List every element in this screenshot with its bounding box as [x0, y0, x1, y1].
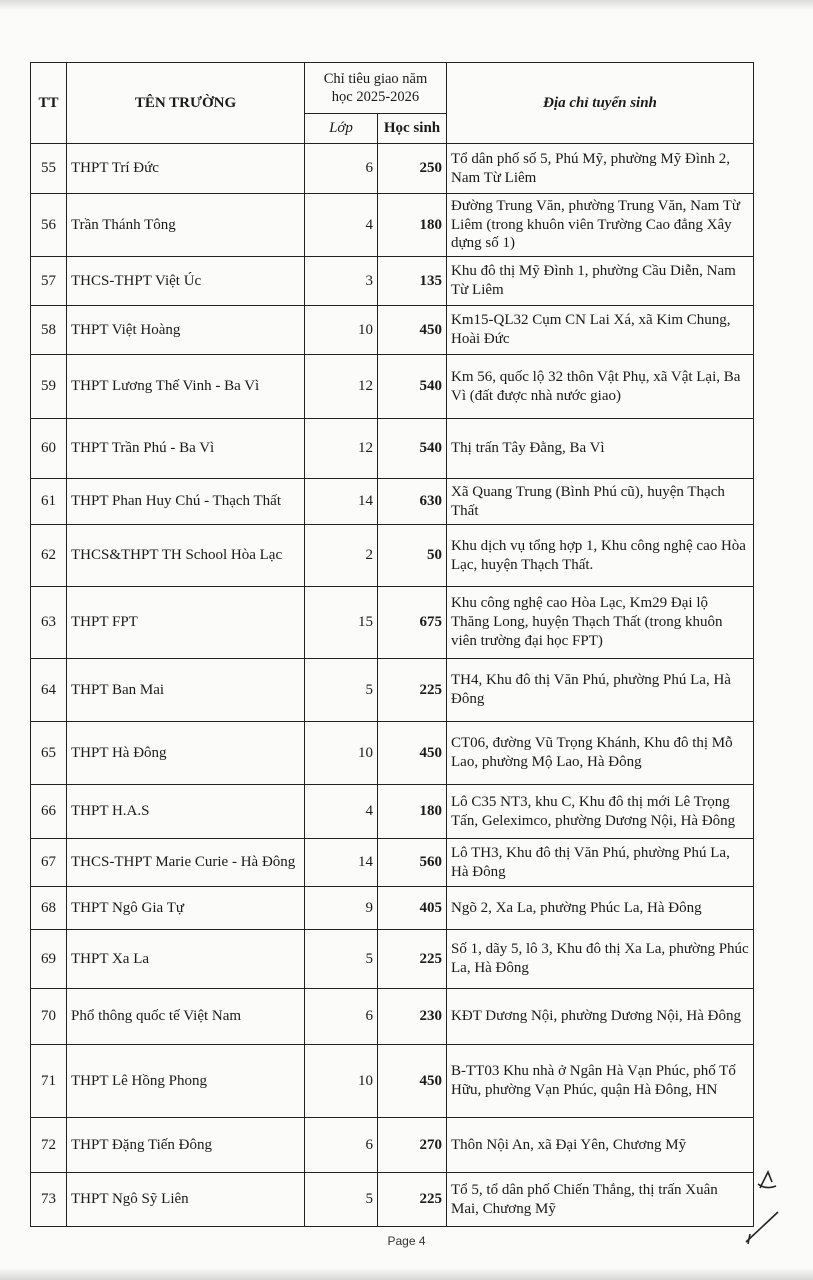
admission-address: Khu công nghệ cao Hòa Lạc, Km29 Đại lộ Thăng Long, huyện Thạch Thất (trong khuôn viên trường đại học FPT) — [447, 587, 754, 659]
student-count: 270 — [378, 1118, 447, 1173]
table-row — [31, 306, 754, 355]
row-number: 66 — [31, 785, 67, 839]
student-count: 450 — [378, 306, 447, 355]
class-count: 9 — [305, 887, 378, 930]
school-name: THPT Lương Thế Vinh - Ba Vì — [67, 355, 305, 419]
school-name: THPT Trần Phú - Ba Vì — [67, 419, 305, 479]
admission-address: Khu đô thị Mỹ Đình 1, phường Cầu Diễn, Nam Từ Liêm — [447, 257, 754, 306]
student-count: 560 — [378, 839, 447, 887]
student-count: 540 — [378, 355, 447, 419]
school-name: Trần Thánh Tông — [67, 194, 305, 257]
class-count: 12 — [305, 355, 378, 419]
class-count: 5 — [305, 930, 378, 989]
row-number: 60 — [31, 419, 67, 479]
admission-address: Đường Trung Văn, phường Trung Văn, Nam Từ Liêm (trong khuôn viên Trường Cao đẳng Xây dựng số 1) — [447, 194, 754, 257]
row-number: 69 — [31, 930, 67, 989]
student-count: 630 — [378, 479, 447, 525]
header-tt: TT — [31, 63, 67, 144]
class-count: 6 — [305, 989, 378, 1045]
page-footer: Page 4 — [387, 1234, 426, 1248]
row-number: 68 — [31, 887, 67, 930]
school-name: Phổ thông quốc tế Việt Nam — [67, 989, 305, 1045]
table-row — [31, 1045, 754, 1118]
admission-address: Tổ dân phố số 5, Phú Mỹ, phường Mỹ Đình 2, Nam Từ Liêm — [447, 144, 754, 194]
row-number: 71 — [31, 1045, 67, 1118]
row-number: 55 — [31, 144, 67, 194]
table-row — [31, 887, 754, 930]
student-count: 180 — [378, 785, 447, 839]
school-name: THPT Xa La — [67, 930, 305, 989]
admission-address: KĐT Dương Nội, phường Dương Nội, Hà Đông — [447, 989, 754, 1045]
table-row — [31, 479, 754, 525]
page-bottom-shadow — [0, 1268, 813, 1280]
class-count: 10 — [305, 306, 378, 355]
class-count: 2 — [305, 525, 378, 587]
student-count: 405 — [378, 887, 447, 930]
student-count: 180 — [378, 194, 447, 257]
table-row — [31, 989, 754, 1045]
school-name: THCS&THPT TH School Hòa Lạc — [67, 525, 305, 587]
header-quota — [305, 63, 447, 114]
class-count: 4 — [305, 194, 378, 257]
handwritten-initial-mark — [736, 1168, 786, 1248]
admission-address: Số 1, dãy 5, lô 3, Khu đô thị Xa La, phường Phúc La, Hà Đông — [447, 930, 754, 989]
table-row — [31, 930, 754, 989]
class-count: 14 — [305, 839, 378, 887]
row-number: 64 — [31, 659, 67, 722]
student-count: 135 — [378, 257, 447, 306]
table-row — [31, 144, 754, 194]
admission-address: TH4, Khu đô thị Văn Phú, phường Phú La, Hà Đông — [447, 659, 754, 722]
student-count: 675 — [378, 587, 447, 659]
class-count: 10 — [305, 722, 378, 785]
class-count: 5 — [305, 659, 378, 722]
header-classes: Lớp — [305, 114, 378, 144]
admission-address: Lô C35 NT3, khu C, Khu đô thị mới Lê Trọng Tấn, Geleximco, phường Dương Nội, Hà Đông — [447, 785, 754, 839]
student-count: 50 — [378, 525, 447, 587]
admission-address: Tổ 5, tổ dân phố Chiến Thắng, thị trấn Xuân Mai, Chương Mỹ — [447, 1173, 754, 1227]
school-name: THPT Ban Mai — [67, 659, 305, 722]
school-name: THPT Đặng Tiến Đông — [67, 1118, 305, 1173]
admission-address: CT06, đường Vũ Trọng Khánh, Khu đô thị Mỗ Lao, phường Mộ Lao, Hà Đông — [447, 722, 754, 785]
school-name: THPT Ngô Sỹ Liên — [67, 1173, 305, 1227]
class-count: 12 — [305, 419, 378, 479]
student-count: 230 — [378, 989, 447, 1045]
admission-address: Km 56, quốc lộ 32 thôn Vật Phụ, xã Vật Lại, Ba Vì (đất được nhà nước giao) — [447, 355, 754, 419]
page-top-shadow — [0, 0, 813, 10]
row-number: 70 — [31, 989, 67, 1045]
admission-address: B-TT03 Khu nhà ở Ngân Hà Vạn Phúc, phố Tố Hữu, phường Vạn Phúc, quận Hà Đông, HN — [447, 1045, 754, 1118]
header-quota-line2: học 2025-2026 — [331, 89, 420, 105]
school-name: THPT Lê Hồng Phong — [67, 1045, 305, 1118]
table-row — [31, 722, 754, 785]
table-row — [31, 659, 754, 722]
admission-address: Thị trấn Tây Đằng, Ba Vì — [447, 419, 754, 479]
admission-address: Thôn Nội An, xã Đại Yên, Chương Mỹ — [447, 1118, 754, 1173]
school-name: THPT Việt Hoàng — [67, 306, 305, 355]
table-row — [31, 1173, 754, 1227]
school-name: THCS-THPT Việt Úc — [67, 257, 305, 306]
admission-address: Khu dịch vụ tổng hợp 1, Khu công nghệ cao Hòa Lạc, huyện Thạch Thất. — [447, 525, 754, 587]
table-row — [31, 194, 754, 257]
school-name: THPT H.A.S — [67, 785, 305, 839]
admission-quota-table — [30, 62, 754, 1227]
student-count: 450 — [378, 1045, 447, 1118]
row-number: 61 — [31, 479, 67, 525]
table-row — [31, 525, 754, 587]
row-number: 63 — [31, 587, 67, 659]
row-number: 59 — [31, 355, 67, 419]
header-address: Địa chỉ tuyển sinh — [447, 63, 754, 144]
admission-address: Km15-QL32 Cụm CN Lai Xá, xã Kim Chung, Hoài Đức — [447, 306, 754, 355]
class-count: 5 — [305, 1173, 378, 1227]
class-count: 10 — [305, 1045, 378, 1118]
table-row — [31, 839, 754, 887]
table-row — [31, 257, 754, 306]
table-row — [31, 355, 754, 419]
school-name: THPT FPT — [67, 587, 305, 659]
admission-address: Xã Quang Trung (Bình Phú cũ), huyện Thạch Thất — [447, 479, 754, 525]
class-count: 3 — [305, 257, 378, 306]
student-count: 225 — [378, 1173, 447, 1227]
class-count: 6 — [305, 144, 378, 194]
class-count: 15 — [305, 587, 378, 659]
school-name: THPT Phan Huy Chú - Thạch Thất — [67, 479, 305, 525]
class-count: 4 — [305, 785, 378, 839]
student-count: 225 — [378, 659, 447, 722]
table-row — [31, 587, 754, 659]
school-name: THCS-THPT Marie Curie - Hà Đông — [67, 839, 305, 887]
class-count: 14 — [305, 479, 378, 525]
row-number: 73 — [31, 1173, 67, 1227]
row-number: 65 — [31, 722, 67, 785]
row-number: 62 — [31, 525, 67, 587]
row-number: 67 — [31, 839, 67, 887]
school-name: THPT Ngô Gia Tự — [67, 887, 305, 930]
row-number: 58 — [31, 306, 67, 355]
student-count: 225 — [378, 930, 447, 989]
table-row — [31, 1118, 754, 1173]
student-count: 540 — [378, 419, 447, 479]
header-quota-line1: Chỉ tiêu giao năm — [323, 70, 428, 87]
table-row — [31, 419, 754, 479]
class-count: 6 — [305, 1118, 378, 1173]
row-number: 56 — [31, 194, 67, 257]
student-count: 250 — [378, 144, 447, 194]
header-students: Học sinh — [378, 114, 447, 144]
row-number: 57 — [31, 257, 67, 306]
table-row — [31, 785, 754, 839]
admission-address: Lô TH3, Khu đô thị Văn Phú, phường Phú La, Hà Đông — [447, 839, 754, 887]
row-number: 72 — [31, 1118, 67, 1173]
header-school-name: TÊN TRƯỜNG — [67, 63, 305, 144]
school-name: THPT Hà Đông — [67, 722, 305, 785]
school-name: THPT Trí Đức — [67, 144, 305, 194]
admission-address: Ngõ 2, Xa La, phường Phúc La, Hà Đông — [447, 887, 754, 930]
table-body — [31, 144, 754, 1227]
student-count: 450 — [378, 722, 447, 785]
